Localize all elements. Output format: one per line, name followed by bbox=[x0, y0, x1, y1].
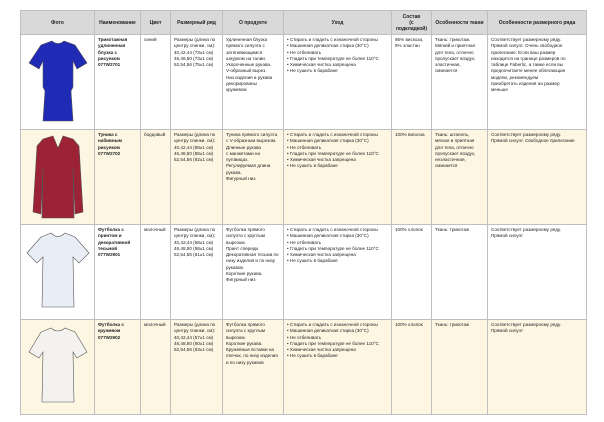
cell-line: Прямой силуэт. Свободное прилегание bbox=[491, 138, 575, 144]
cell-line: Размеры (длина по bbox=[174, 322, 216, 327]
cell-line: декорированы bbox=[226, 81, 257, 87]
cell-line: Футболка с bbox=[98, 227, 124, 232]
care-item: • Стирать и гладить с изнаночной стороны bbox=[287, 132, 378, 137]
product-fabric bbox=[432, 225, 488, 320]
cell-line: мягкая и приятная bbox=[435, 138, 475, 144]
cell-line: 46,48,50 (88±1 см) bbox=[174, 150, 214, 156]
product-fabric bbox=[432, 320, 488, 415]
cell-line: рукава. bbox=[226, 169, 242, 175]
cell-line: Прямой силуэт bbox=[491, 233, 523, 239]
cell-line: Соответствует размерному ряду. bbox=[491, 37, 562, 42]
cell-line: рукавов. bbox=[226, 264, 245, 270]
cell-line: сминается bbox=[435, 68, 458, 74]
care-item: • Не отбеливать bbox=[287, 49, 322, 55]
care-item: • Гладить при температуре не более 110°С bbox=[287, 150, 379, 156]
cell-line: Укороченные рукава. bbox=[226, 62, 272, 68]
cell-line: 077W2901 bbox=[98, 252, 121, 258]
cell-line: Фигурный низ bbox=[226, 176, 256, 182]
cell-line: Футболка с bbox=[98, 322, 124, 327]
cell-line: пуговицах. bbox=[226, 157, 249, 163]
cell-line: набивным bbox=[98, 138, 122, 144]
header-photo: Фото bbox=[21, 11, 95, 35]
table-row bbox=[21, 320, 587, 415]
cell-line: Прямой силуэт. Очень свободное bbox=[491, 43, 563, 49]
cell-line: силуэта с круглым bbox=[226, 328, 266, 334]
care-item: • Не сушить в барабане bbox=[287, 163, 338, 169]
cell-line: меньше bbox=[491, 87, 508, 93]
product-fabric bbox=[432, 130, 488, 225]
cell-line: Мягкий и приятная bbox=[435, 43, 476, 49]
product-photo bbox=[21, 35, 95, 130]
product-table-sheet bbox=[20, 10, 586, 410]
cell-line: Размеры (длина по bbox=[174, 227, 216, 232]
garment-image bbox=[21, 39, 95, 127]
cell-line: модели, рекомендуем bbox=[491, 74, 539, 80]
product-about bbox=[223, 130, 284, 225]
product-name bbox=[95, 130, 141, 225]
cell-line: Низ изделия и рукава bbox=[226, 74, 273, 80]
product-name bbox=[95, 225, 141, 320]
cell-line: Футболка прямого bbox=[226, 322, 265, 327]
product-table bbox=[20, 10, 587, 415]
cell-line: кружевом bbox=[226, 87, 247, 93]
cell-line: прилегание. Если ваш размер bbox=[491, 49, 556, 55]
cell-line: для тела, отлично bbox=[435, 49, 474, 55]
cell-line: блузка с bbox=[98, 49, 118, 55]
header-care: Уход bbox=[284, 11, 392, 35]
header-about: О продукте bbox=[223, 11, 284, 35]
product-color: молочный bbox=[141, 320, 171, 415]
product-photo bbox=[21, 130, 95, 225]
cell-line: 100% хлопок bbox=[395, 322, 423, 327]
product-fit bbox=[488, 130, 587, 225]
care-item: • Стирать и гладить с изнаночной стороны bbox=[287, 322, 378, 327]
care-item: • Машинная деликатная стирка (30°С) bbox=[287, 233, 369, 239]
cell-line: Короткие рукава. bbox=[226, 271, 263, 277]
cell-line: Регулируемая длина bbox=[226, 163, 271, 169]
cell-line: 077W2701 bbox=[98, 62, 121, 68]
cell-line: рисунком bbox=[98, 144, 120, 150]
cell-line: Удлиненная блузка bbox=[226, 37, 268, 42]
care-item: • Не отбеливать bbox=[287, 144, 322, 150]
cell-line: Ткань: трикотаж. bbox=[435, 37, 471, 42]
cell-line: силуэта с круглым bbox=[226, 233, 266, 239]
cell-line: пропускает воздух, bbox=[435, 55, 476, 61]
cell-line: рисунком bbox=[98, 55, 120, 61]
product-about bbox=[223, 225, 284, 320]
cell-line: прямого силуэта с bbox=[226, 43, 265, 49]
product-care bbox=[284, 130, 392, 225]
care-item: • Гладить при температуре не более 110°С bbox=[287, 245, 379, 251]
product-fit bbox=[488, 225, 587, 320]
care-item: • Машинная деликатная стирка (30°С) bbox=[287, 328, 369, 334]
cell-line: 40,42,44 (58±1 см) bbox=[174, 239, 214, 245]
garment-image bbox=[21, 324, 95, 412]
product-sizes bbox=[171, 35, 223, 130]
cell-line: Футболка прямого bbox=[226, 227, 265, 232]
care-item: • Стирать и гладить с изнаночной стороны bbox=[287, 37, 378, 42]
product-color: молочный bbox=[141, 225, 171, 320]
cell-line: находится на границе размеров по bbox=[491, 55, 566, 61]
cell-line: 5% эластан bbox=[395, 43, 420, 49]
cell-line: Ткань: трикотаж bbox=[435, 322, 470, 327]
product-photo bbox=[21, 320, 95, 415]
table-row bbox=[21, 35, 587, 130]
cell-line: Принт спереди. bbox=[226, 245, 260, 251]
product-composition bbox=[392, 130, 432, 225]
cell-line: Соответствует размерному ряду. bbox=[491, 132, 562, 137]
product-composition bbox=[392, 225, 432, 320]
cell-line: тесьмой bbox=[98, 245, 118, 251]
header-composition: Состав (с подкладкой) bbox=[392, 11, 432, 35]
cell-line: 46,48,50 (58±1 см) bbox=[174, 245, 214, 251]
header-fabric: Особенности ткани bbox=[432, 11, 488, 35]
cell-line: центру спинки, см): bbox=[174, 328, 216, 334]
cell-line: удлиненная bbox=[98, 43, 126, 49]
care-item: • Машинная деликатная стирка (30°С) bbox=[287, 43, 369, 49]
cell-line: вырезом. bbox=[226, 334, 246, 340]
cell-line: сминается bbox=[435, 163, 458, 169]
cell-line: Соответствует размерному ряду. bbox=[491, 322, 562, 327]
care-item: • Не сушить в барабане bbox=[287, 258, 338, 264]
cell-line: вырезом. bbox=[226, 239, 246, 245]
care-item: • Гладить при температуре не более 110°С bbox=[287, 340, 379, 346]
care-item: • Машинная деликатная стирка (30°С) bbox=[287, 138, 369, 144]
header-sizes: Размерный ряд bbox=[171, 11, 223, 35]
cell-line: Ткань: штапель, bbox=[435, 132, 470, 137]
care-item: • Химическая чистка запрещена bbox=[287, 347, 356, 353]
table-row bbox=[21, 225, 587, 320]
product-about bbox=[223, 320, 284, 415]
cell-line: Трикотажная bbox=[98, 37, 128, 42]
cell-line: неэластичная, bbox=[435, 157, 466, 163]
cell-line: для тела, отлично bbox=[435, 144, 474, 150]
product-sizes bbox=[171, 320, 223, 415]
cell-line: Прямой силуэт bbox=[491, 328, 523, 334]
cell-line: декоративной bbox=[98, 239, 131, 245]
product-sizes bbox=[171, 130, 223, 225]
product-fit bbox=[488, 320, 587, 415]
cell-line: принтом и bbox=[98, 233, 122, 239]
cell-line: Кружевные вставки на bbox=[226, 347, 274, 353]
care-item: • Не сушить в барабане bbox=[287, 353, 338, 359]
cell-line: Туника с bbox=[98, 132, 118, 137]
cell-line: пропускает воздух, bbox=[435, 150, 476, 156]
cell-line: Туника прямого силуэта bbox=[226, 132, 278, 137]
product-color: синий bbox=[141, 35, 171, 130]
header-name: Наименование bbox=[95, 11, 141, 35]
product-fabric bbox=[432, 35, 488, 130]
product-composition bbox=[392, 35, 432, 130]
cell-line: 40,42,44 (88±1 см) bbox=[174, 144, 214, 150]
cell-line: Короткие рукава. bbox=[226, 340, 263, 346]
garment-image bbox=[21, 134, 95, 222]
care-item: • Не отбеливать bbox=[287, 334, 322, 340]
cell-line: 95% вискоза, bbox=[395, 37, 424, 42]
cell-line: Размеры (длина по bbox=[174, 132, 216, 137]
cell-line: 52,54,56 (61±1 см) bbox=[174, 252, 214, 258]
care-item: • Стирать и гладить с изнаночной стороны bbox=[287, 227, 378, 232]
cell-line: таблице Faberlic, а также если вы bbox=[491, 62, 564, 68]
care-item: • Не отбеливать bbox=[287, 239, 322, 245]
product-name bbox=[95, 320, 141, 415]
header-row bbox=[21, 11, 587, 35]
cell-line: и по низу рукавов bbox=[226, 359, 264, 365]
cell-line: Фигурный низ bbox=[226, 277, 256, 283]
table-row bbox=[21, 130, 587, 225]
product-care bbox=[284, 225, 392, 320]
cell-line: 100% хлопок bbox=[395, 227, 423, 232]
cell-line: предпочитаете менее облегающие bbox=[491, 68, 566, 74]
product-sizes bbox=[171, 225, 223, 320]
cell-line: центру спинки, см): bbox=[174, 233, 216, 239]
cell-line: центру спинки, см): bbox=[174, 138, 216, 144]
care-item: • Гладить при температуре не более 110°С bbox=[287, 55, 379, 61]
product-fit bbox=[488, 35, 587, 130]
cell-line: кружевом bbox=[98, 328, 121, 334]
cell-line: V-образный вырез. bbox=[226, 68, 267, 74]
care-item: • Химическая чистка запрещена bbox=[287, 62, 356, 68]
cell-line: Размеры (длина по bbox=[174, 37, 216, 42]
cell-line: затягивающимся bbox=[226, 49, 263, 55]
cell-line: приобретать изделия на размер bbox=[491, 81, 560, 87]
care-item: • Химическая чистка запрещена bbox=[287, 157, 356, 163]
cell-line: шнурком на талии. bbox=[226, 55, 267, 61]
cell-line: центру спинки, см): bbox=[174, 43, 216, 49]
product-about bbox=[223, 35, 284, 130]
cell-line: низу изделия и по низу bbox=[226, 258, 276, 264]
header-fit: Особенности размерного ряда bbox=[488, 11, 587, 35]
cell-line: 52,54,56 (75±1 см) bbox=[174, 62, 214, 68]
cell-line: 100% вискоза bbox=[395, 132, 425, 137]
cell-line: 52,54,56 (92±1 см) bbox=[174, 157, 214, 163]
cell-line: плечах, по низу изделия bbox=[226, 353, 278, 359]
cell-line: Ткань: трикотаж bbox=[435, 227, 470, 232]
cell-line: 40,42,44 (57±1 см) bbox=[174, 334, 214, 340]
product-care bbox=[284, 320, 392, 415]
care-item: • Химическая чистка запрещена bbox=[287, 252, 356, 258]
product-photo bbox=[21, 225, 95, 320]
cell-line: 46,48,50 (60±1 см) bbox=[174, 340, 214, 346]
care-item: • Не сушить в барабане bbox=[287, 68, 338, 74]
cell-line: 46,48,50 (73±1 см) bbox=[174, 55, 214, 61]
cell-line: с манжетами на bbox=[226, 150, 260, 156]
cell-line: Соответствует размерному ряду. bbox=[491, 227, 562, 232]
cell-line: Длинные рукава bbox=[226, 144, 261, 150]
header-color: Цвет bbox=[141, 11, 171, 35]
product-composition bbox=[392, 320, 432, 415]
cell-line: 077W2902 bbox=[98, 334, 121, 340]
cell-line: Декоративная тесьма по bbox=[226, 252, 279, 258]
garment-image bbox=[21, 229, 95, 317]
cell-line: эластичная, bbox=[435, 62, 461, 68]
product-name bbox=[95, 35, 141, 130]
product-care bbox=[284, 35, 392, 130]
cell-line: 40,42,44 (73±1 см) bbox=[174, 49, 214, 55]
product-color: бордовый bbox=[141, 130, 171, 225]
cell-line: с V-образным вырезом. bbox=[226, 138, 277, 144]
cell-line: 52,54,56 (63±1 см) bbox=[174, 347, 214, 353]
cell-line: 077W2702 bbox=[98, 150, 121, 156]
